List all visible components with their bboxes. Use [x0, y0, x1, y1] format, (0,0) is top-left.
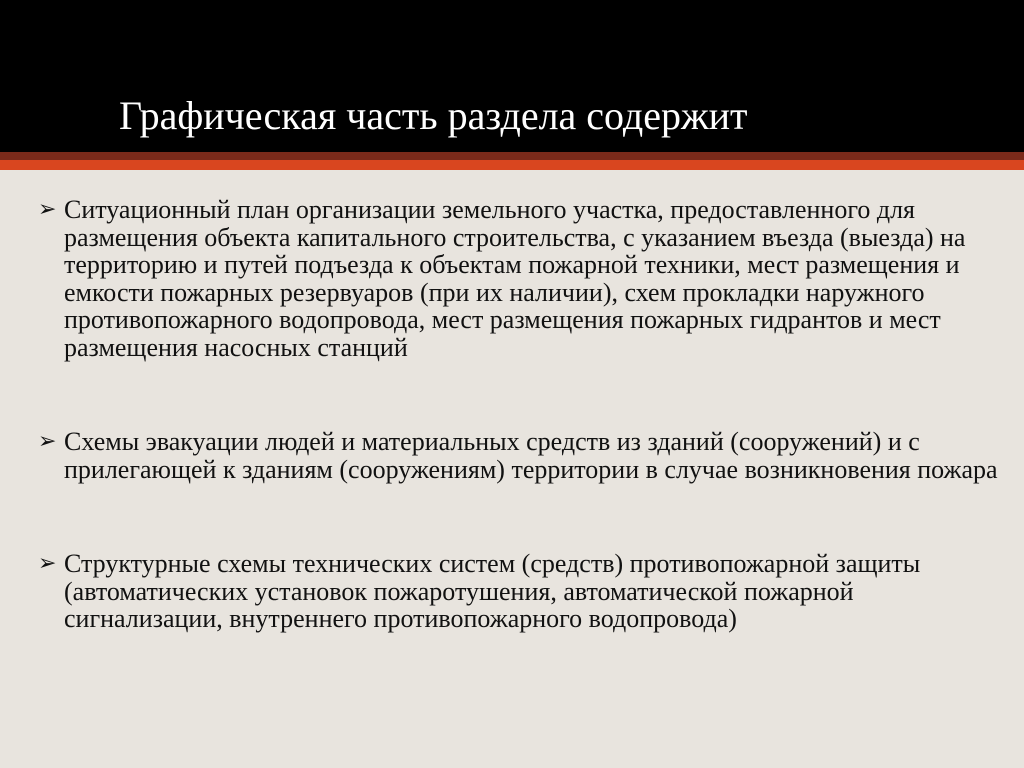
- arrowhead-bullet-icon: ➢: [38, 551, 57, 576]
- bullet-item-evacuation-schemes: [38, 428, 998, 483]
- arrowhead-bullet-icon: ➢: [38, 197, 57, 222]
- bullet-list: [38, 196, 998, 633]
- bullet-item-situational-plan: [38, 196, 998, 361]
- arrowhead-bullet-icon: ➢: [38, 429, 57, 454]
- bullet-text: Схемы эвакуации людей и материальных средств из зданий (сооружений) и с прилегающей к зданиям (сооружениям) территории в случае возникновения пожара: [64, 427, 998, 484]
- bullet-text: Структурные схемы технических систем (средств) противопожарной защиты (автоматических установок пожаротушения, автоматической пожарной сигнализации, внутреннего противопожарного водопровода): [64, 549, 921, 633]
- title-divider-dark-stripe: [0, 152, 1024, 160]
- title-band: [0, 0, 1024, 152]
- title-divider-accent-stripe: [0, 160, 1024, 170]
- slide-title: Графическая часть раздела содержит: [119, 93, 748, 138]
- bullet-item-fire-protection-schemes: [38, 550, 998, 633]
- bullet-text: Ситуационный план организации земельного участка, предоставленного для размещения объекта капитального строительства, с указанием въезда (выезда) на территорию и путей подъезда к объектам пожарной техники, мест размещения и емкости пожарных резервуаров (при их наличии), схем прокладки наружного противопожарного водопровода, мест размещения пожарных гидрантов и мест размещения насосных станций: [64, 195, 966, 362]
